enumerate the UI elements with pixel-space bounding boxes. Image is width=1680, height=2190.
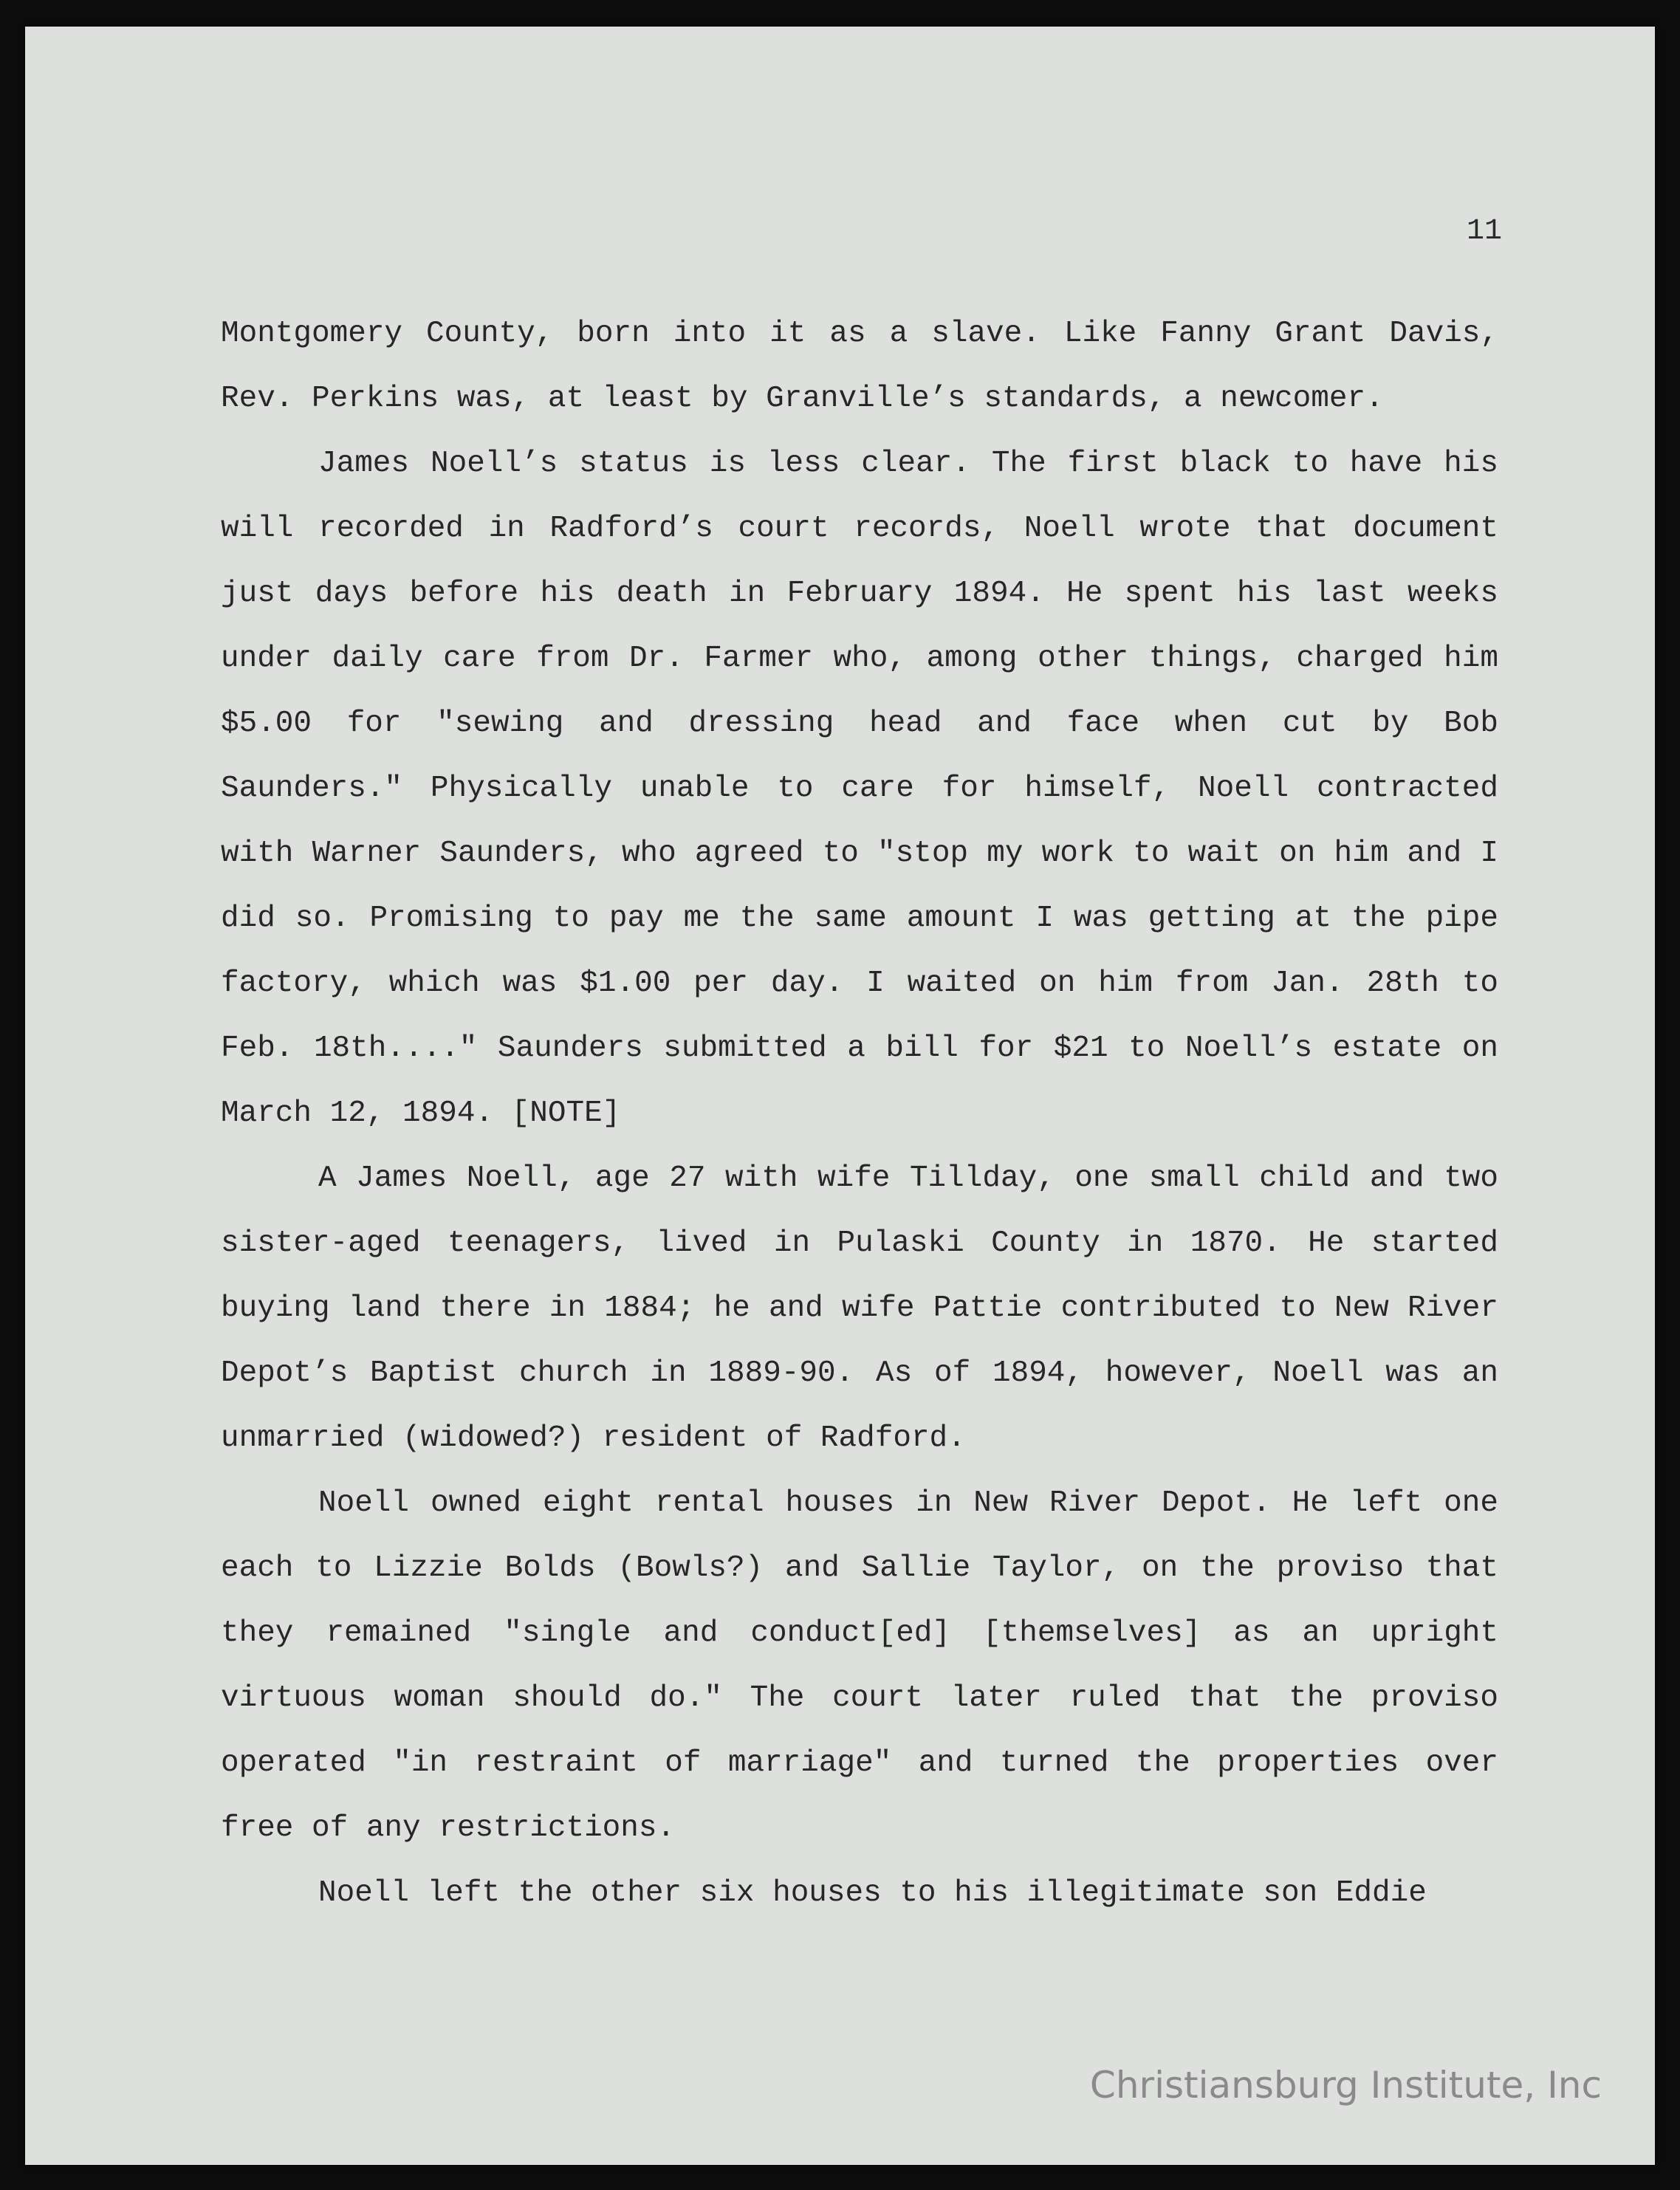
paragraph-1: Montgomery County, born into it as a slave. Like Fanny Grant Davis, Rev. Perkins was, at least by Granville’s standards, a newcomer. — [221, 317, 1498, 416]
paragraph-2: James Noell’s status is less clear. The first black to have his will recorded in Radford’s court records, Noell wrote that document just days before his death in February 1894. He spent his last weeks under daily care from Dr. Farmer who, among other things, charged him $5.00 for "sewing and dressing head and face when cut by Bob Saunders." Physically unable to care for himself, Noell contracted with Warner Saunders, who agreed to "stop my work to wait on him and I did so. Promising to pay me the same amount I was getting at the pipe factory, which was $1.00 per day. I waited on him from Jan. 28th to Feb. 18th...." Saunders submitted a bill for $21 to Noell’s estate on March 12, 1894. [NOTE] — [221, 447, 1498, 1130]
paragraph-5: Noell left the other six houses to his illegitimate son Eddie — [318, 1876, 1427, 1910]
body-text — [221, 301, 1498, 1926]
document-page — [25, 27, 1655, 2165]
paragraph-3: A James Noell, age 27 with wife Tillday, one small child and two sister-aged teenagers, lived in Pulaski County in 1870. He started buying land there in 1884; he and wife Pattie contributed to New River Depot’s Baptist church in 1889-90. As of 1894, however, Noell was an unmarried (widowed?) resident of Radford. — [221, 1161, 1498, 1455]
paragraph-4: Noell owned eight rental houses in New River Depot. He left one each to Lizzie Bolds (Bowls?) and Sallie Taylor, on the proviso that they remained "single and conduct[ed] [themselves] as an upright virtuous woman should do." The court later ruled that the proviso operated "in restraint of marriage" and turned the properties over free of any restrictions. — [221, 1486, 1498, 1845]
page-number: 11 — [1466, 215, 1502, 248]
watermark: Christiansburg Institute, Inc — [1089, 2064, 1602, 2107]
